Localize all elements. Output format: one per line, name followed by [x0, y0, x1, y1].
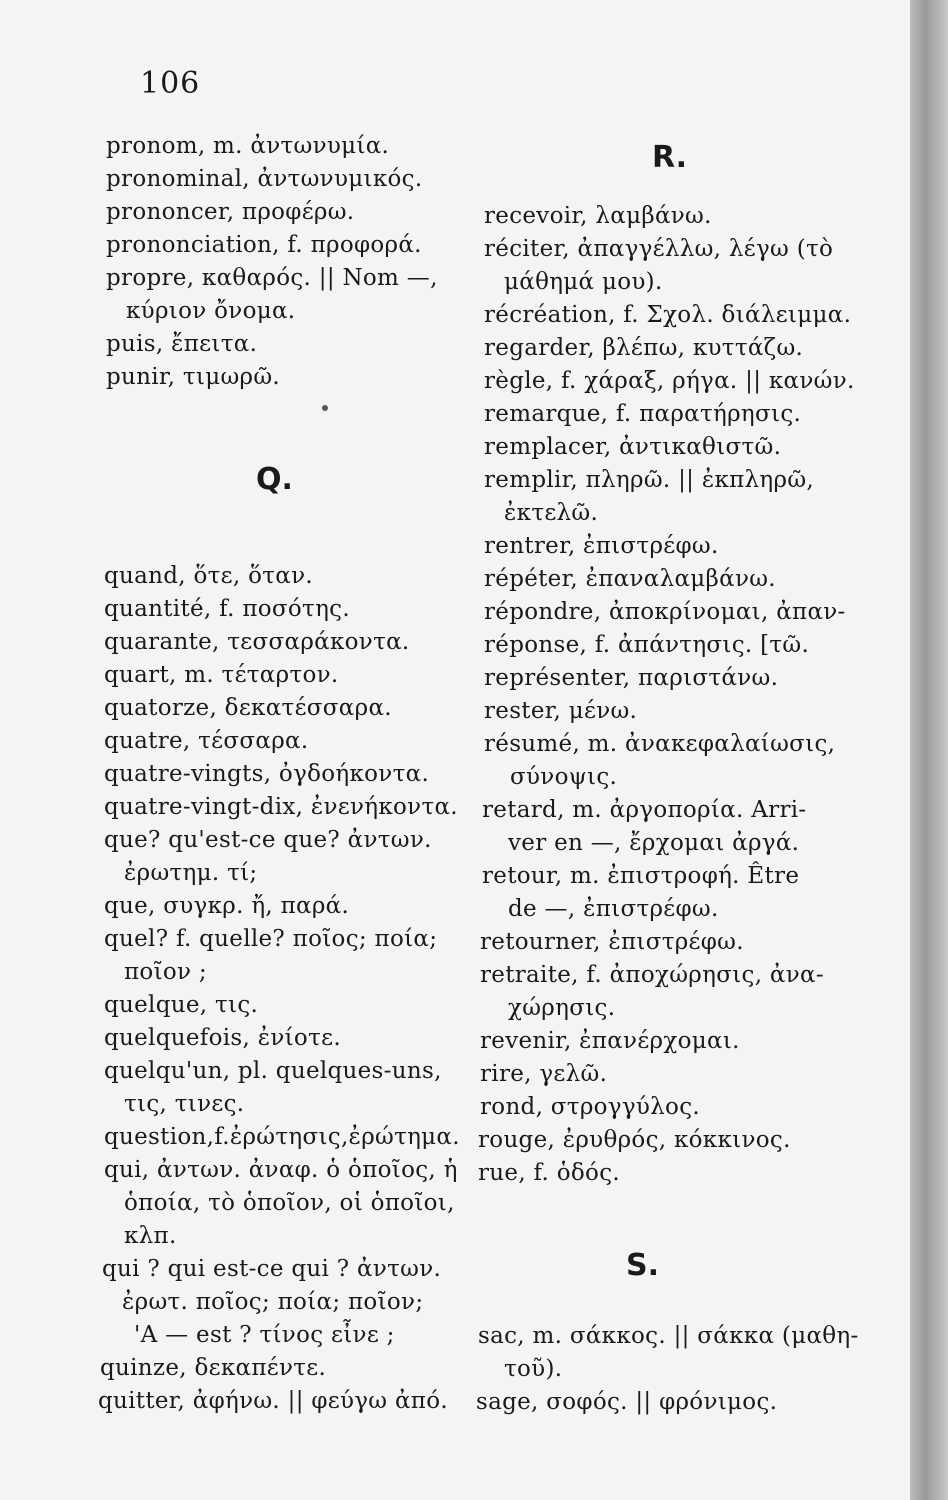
- section-heading-s: S.: [626, 1248, 660, 1283]
- entry-line: remplir, πληρῶ. || ἐκπληρῶ,: [484, 467, 814, 493]
- entry-line: quart, m. τέταρτον.: [104, 662, 339, 688]
- entry-line: punir, τιμωρῶ.: [106, 364, 281, 390]
- entry-line: τοῦ).: [504, 1356, 563, 1382]
- entry-line: σύνοψις.: [510, 764, 618, 790]
- section-heading-q: Q.: [256, 462, 293, 497]
- entry-line: quitter, ἀφήνω. || φεύγω ἀπό.: [98, 1388, 448, 1414]
- entry-line: retour, m. ἐπιστροφή. Être: [482, 863, 800, 889]
- entry-line: quelquefois, ἐνίοτε.: [104, 1025, 341, 1051]
- entry-line: sage, σοφός. || φρόνιμος.: [476, 1389, 778, 1415]
- page-number: 106: [140, 66, 201, 101]
- entry-line: propre, καθαρός. || Nom —,: [106, 265, 438, 291]
- entry-line: prononciation, f. προφορά.: [106, 232, 422, 258]
- entry-line: quantité, f. ποσότης.: [104, 596, 350, 622]
- entry-line: retard, m. ἀργοπορία. Arri-: [482, 797, 807, 823]
- entry-line: quatre-vingt-dix, ἐνενήκοντα.: [104, 794, 458, 820]
- entry-line: que? qu'est-ce que? ἀντων.: [104, 827, 432, 853]
- entry-line: rond, στρογγύλος.: [480, 1094, 700, 1120]
- entry-line: répondre, ἀποκρίνομαι, ἀπαν-: [484, 599, 846, 625]
- entry-line: τις, τινες.: [124, 1091, 245, 1117]
- entry-line: réciter, ἀπαγγέλλω, λέγω (τὸ: [484, 236, 834, 262]
- entry-line: représenter, παριστάνω.: [484, 665, 779, 691]
- entry-line: quand, ὅτε, ὅταν.: [104, 563, 314, 589]
- entry-line: ποῖον ;: [124, 959, 207, 985]
- entry-line: μάθημά μου).: [504, 269, 663, 295]
- entry-line: 'A — est ? τίνος εἶνε ;: [134, 1322, 395, 1348]
- entry-line: quarante, τεσσαράκοντα.: [104, 629, 410, 655]
- entry-line: ὁποία, τὸ ὁποῖον, οἱ ὁποῖοι,: [124, 1190, 455, 1216]
- entry-line: réponse, f. ἀπάντησις. [τῶ.: [484, 632, 810, 658]
- entry-line: quelqu'un, pl. quelques-uns,: [104, 1058, 442, 1084]
- entry-line: règle, f. χάραξ, ρήγα. || κανών.: [484, 368, 855, 394]
- section-heading-r: R.: [652, 140, 688, 175]
- entry-line: κλπ.: [124, 1223, 177, 1249]
- entry-line: ἐκτελῶ.: [504, 500, 599, 526]
- page-edge: [910, 0, 948, 1500]
- entry-line: qui, ἀντων. ἀναφ. ὁ ὁποῖος, ἡ: [104, 1157, 458, 1183]
- entry-line: prononcer, προφέρω.: [106, 199, 355, 225]
- entry-line: qui ? qui est-ce qui ? ἀντων.: [102, 1256, 442, 1282]
- entry-line: remplacer, ἀντικαθιστῶ.: [484, 434, 782, 460]
- entry-line: pronom, m. ἀντωνυμία.: [106, 133, 390, 159]
- entry-line: recevoir, λαμβάνω.: [484, 203, 712, 229]
- entry-line: ἐρωτ. ποῖος; ποία; ποῖον;: [122, 1289, 424, 1315]
- entry-line: de —, ἐπιστρέφω.: [508, 896, 719, 922]
- entry-line: ver en —, ἔρχομαι ἀργά.: [508, 830, 800, 856]
- entry-line: que, συγκρ. ἤ, παρά.: [104, 893, 350, 919]
- entry-line: rire, γελῶ.: [480, 1061, 608, 1087]
- entry-line: revenir, ἐπανέρχομαι.: [480, 1028, 740, 1054]
- entry-line: répéter, ἐπαναλαμβάνω.: [484, 566, 776, 592]
- entry-line: question,f.ἐρώτησις,ἐρώτημα.: [104, 1124, 460, 1150]
- entry-line: quel? f. quelle? ποῖος; ποία;: [104, 926, 438, 952]
- entry-line: retraite, f. ἀποχώρησις, ἀνα-: [480, 962, 824, 988]
- entry-line: retourner, ἐπιστρέφω.: [480, 929, 744, 955]
- entry-line: résumé, m. ἀνακεφαλαίωσις,: [484, 731, 836, 757]
- entry-line: rue, f. ὁδός.: [478, 1160, 620, 1186]
- entry-line: rester, μένω.: [484, 698, 638, 724]
- entry-line: puis, ἔπειτα.: [106, 331, 258, 357]
- entry-line: pronominal, ἀντωνυμικός.: [106, 166, 423, 192]
- entry-line: récréation, f. Σχολ. διάλειμμα.: [484, 302, 852, 328]
- entry-line: χώρησις.: [508, 995, 616, 1021]
- entry-line: regarder, βλέπω, κυττάζω.: [484, 335, 804, 361]
- entry-line: quinze, δεκαπέντε.: [100, 1355, 327, 1381]
- entry-line: κύριον ὄνομα.: [126, 298, 296, 324]
- entry-line: quelque, τις.: [104, 992, 259, 1018]
- entry-line: quatorze, δεκατέσσαρα.: [104, 695, 392, 721]
- entry-line: remarque, f. παρατήρησις.: [484, 401, 802, 427]
- entry-line: rouge, ἐρυθρός, κόκκινος.: [478, 1127, 791, 1153]
- entry-line: sac, m. σάκκος. || σάκκα (μαθη-: [478, 1323, 859, 1349]
- entry-line: quatre, τέσσαρα.: [104, 728, 309, 754]
- ink-dot: [322, 405, 328, 411]
- entry-line: ἐρωτημ. τί;: [124, 860, 258, 886]
- entry-line: rentrer, ἐπιστρέφω.: [484, 533, 719, 559]
- entry-line: quatre-vingts, ὀγδοήκοντα.: [104, 761, 430, 787]
